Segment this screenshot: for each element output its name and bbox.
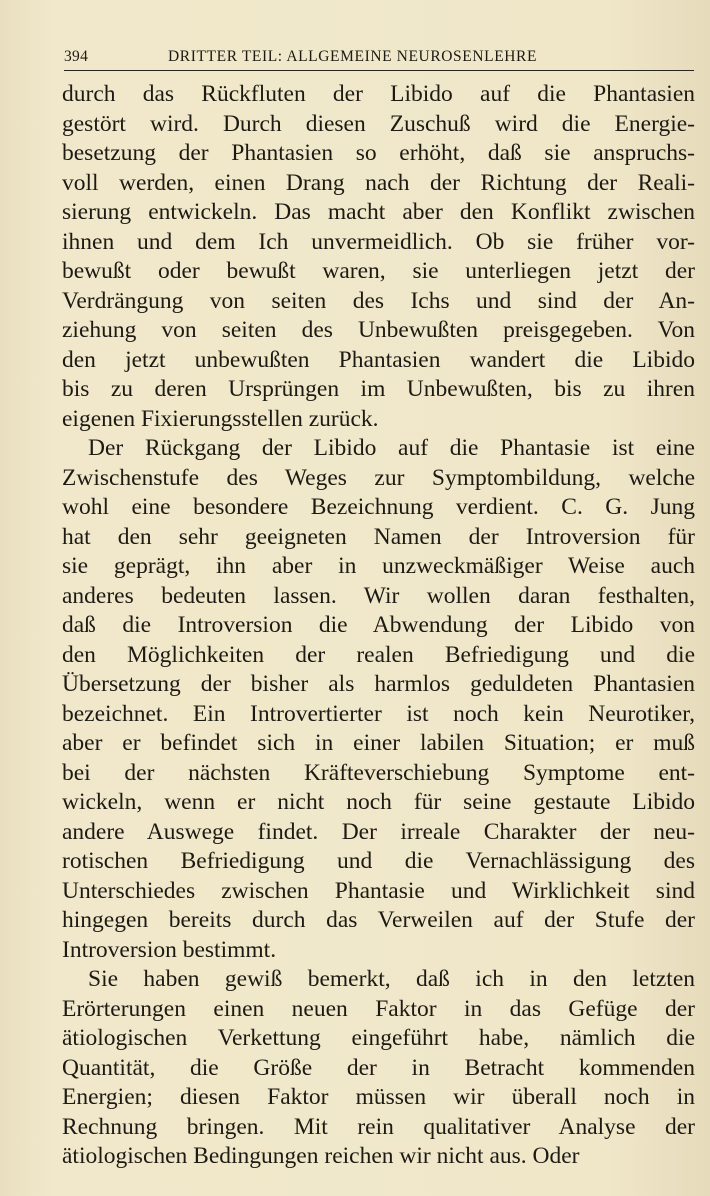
text-line: anderes bedeuten lassen. Wir wollen daran festhalten, [62,582,695,609]
text-line: Rechnung bringen. Mit rein qualitativer Analyse der [62,1113,695,1140]
text-line: wohl eine besondere Bezeichnung verdient. C. G. Jung [62,494,695,520]
text-line: ätiologischen Verkettung eingeführt habe, nämlich die [62,1025,695,1051]
text-line: den Möglichkeiten der realen Befriedigung und die [62,641,695,668]
text-line: besetzung der Phantasien so erhöht, daß sie anspruchs- [62,140,695,166]
page-header [64,46,694,71]
text-line: sierung entwickeln. Das macht aber den Konflikt zwischen [62,199,695,225]
text-line: Verdrängung von seiten des Ichs und sind der An- [62,287,695,314]
text-line: Erörterungen einen neuen Faktor in das Gefüge der [62,995,695,1022]
text-line: hat den sehr geeigneten Namen der Introversion für [62,523,695,550]
text-line: bis zu deren Ursprüngen im Unbewußten, bis zu ihren [62,376,695,402]
text-line: aber er befindet sich in einer labilen Situation; er muß [62,730,695,756]
text-line: bei der nächsten Kräfteverschiebung Symptome ent- [62,759,695,786]
text-line: Introversion bestimmt. [62,936,277,963]
running-head: DRITTER TEIL: ALLGEMEINE NEUROSENLEHRE [168,48,538,65]
text-line: andere Auswege findet. Der irreale Charakter der neu- [62,818,695,845]
text-line: hingegen bereits durch das Verweilen auf der Stufe der [62,907,695,933]
text-line: sie geprägt, ihn aber in unzweckmäßiger Weise auch [62,553,695,579]
text-line: den jetzt unbewußten Phantasien wandert die Libido [62,346,695,373]
text-line: Energien; diesen Faktor müssen wir überall noch in [62,1084,695,1110]
text-line: wickeln, wenn er nicht noch für seine gestaute Libido [62,789,695,815]
text-line: bezeichnet. Ein Introvertierter ist noch kein Neurotiker, [62,700,695,727]
paragraph [62,434,695,965]
text-line: gestört wird. Durch diesen Zuschuß wird die Energie- [62,110,695,137]
page-number: 394 [64,48,89,65]
text-line: Der Rückgang der Libido auf die Phantasie ist eine [88,435,695,461]
text-line: bewußt oder bewußt waren, sie unterliegen jetzt der [62,258,695,284]
text-line: Übersetzung der bisher als harmlos geduldeten Phantasien [62,671,695,697]
text-line: ziehung von seiten des Unbewußten preisgegeben. Von [62,317,695,343]
body-text [62,80,695,1172]
text-line: Unterschiedes zwischen Phantasie und Wirklichkeit sind [62,877,695,904]
text-line: Quantität, die Größe der in Betracht kommenden [62,1054,695,1081]
text-line: Sie haben gewiß bemerkt, daß ich in den letzten [88,966,695,992]
paragraph [62,965,695,1172]
text-line: daß die Introversion die Abwendung der Libido von [62,612,695,638]
text-line: ätiologischen Bedingungen reichen wir nicht aus. Oder [62,1143,580,1169]
text-line: durch das Rückfluten der Libido auf die Phantasien [62,81,695,107]
text-line: rotischen Befriedigung und die Vernachlässigung des [62,848,695,874]
text-line: voll werden, einen Drang nach der Richtung der Reali- [62,169,695,196]
text-line: Zwischenstufe des Weges zur Symptombildung, welche [62,464,695,491]
text-line: eigenen Fixierungsstellen zurück. [62,405,379,432]
text-line: ihnen und dem Ich unvermeidlich. Ob sie früher vor- [62,228,695,255]
paragraph [62,80,695,434]
